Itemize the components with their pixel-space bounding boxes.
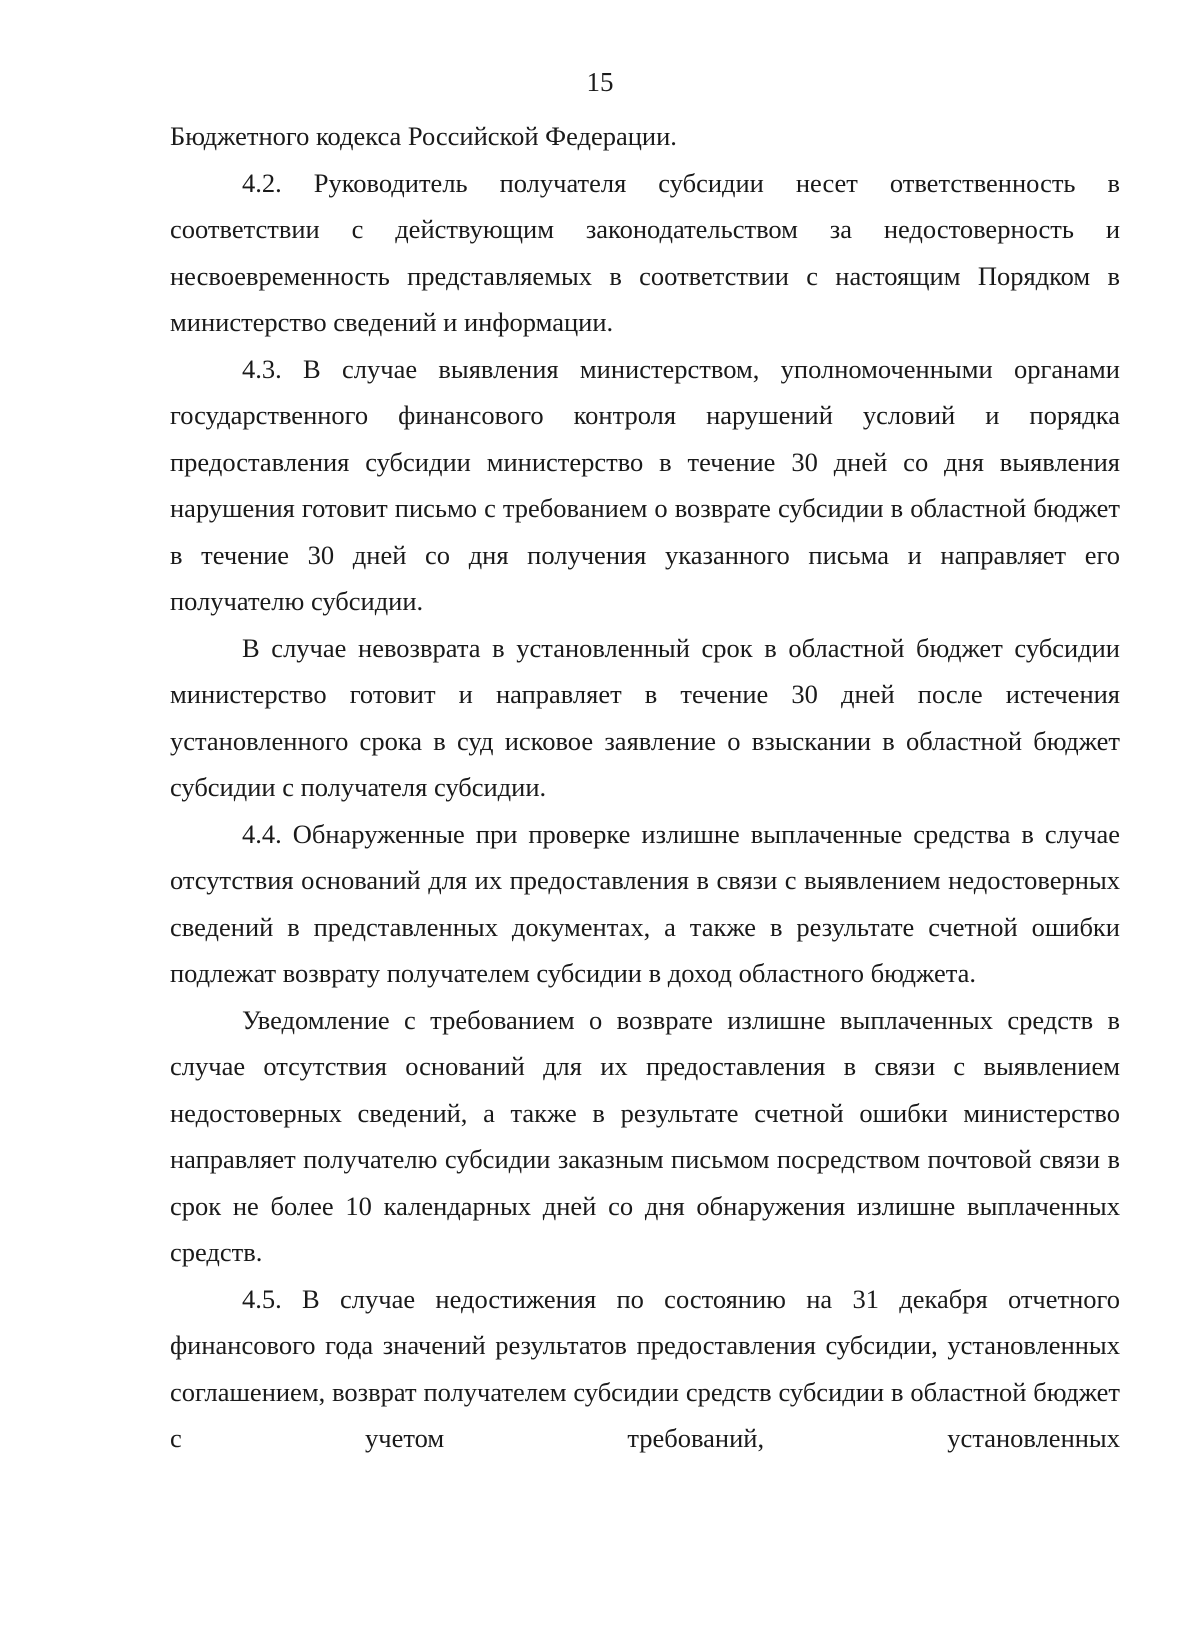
- page-number: 15: [586, 67, 614, 97]
- paragraph-4-5: 4.5. В случае недостижения по состоянию на 31 декабря отчетного финансового года значений результатов предоставления субсидии, установленных соглашением, возврат получателем субсидии средств субсидии в областной бюджет с учетом требований, установленных: [170, 1283, 1120, 1453]
- paragraph-notification: Уведомление с требованием о возврате излишне выплаченных средств в случае отсутствия оснований для их предоставления в связи с выявлением недостоверных сведений, а также в результате счетной ошибки министерство направляет получателю субсидии заказным письмом посредством почтовой связи в срок не более 10 календарных дней со дня обнаружения излишне выплаченных средств.: [170, 1004, 1120, 1267]
- paragraph-4-2: 4.2. Руководитель получателя субсидии несет ответственность в соответствии с действующим законодательством за недостоверность и несвоевременность представляемых в соответствии с настоящим Порядком в министерство сведений и информации.: [170, 167, 1120, 337]
- paragraph-4-4: 4.4. Обнаруженные при проверке излишне выплаченные средства в случае отсутствия оснований для их предоставления в связи с выявлением недостоверных сведений в представленных документах, а также в результате счетной ошибки подлежат возврату получателем субсидии в доход областного бюджета.: [170, 818, 1120, 988]
- document-body: [170, 113, 1120, 1462]
- paragraph-4-3: 4.3. В случае выявления министерством, уполномоченными органами государственного финансового контроля нарушений условий и порядка предоставления субсидии министерство в течение 30 дней со дня выявления нарушения готовит письмо с требованием о возврате субсидии в областной бюджет в течение 30 дней со дня получения указанного письма и направляет его получателю субсидии.: [170, 353, 1120, 616]
- paragraph-continuation: Бюджетного кодекса Российской Федерации.: [170, 121, 677, 151]
- paragraph-non-return: В случае невозврата в установленный срок в областной бюджет субсидии министерство готовит и направляет в течение 30 дней после истечения установленного срока в суд исковое заявление о взыскании в областной бюджет субсидии с получателя субсидии.: [170, 632, 1120, 802]
